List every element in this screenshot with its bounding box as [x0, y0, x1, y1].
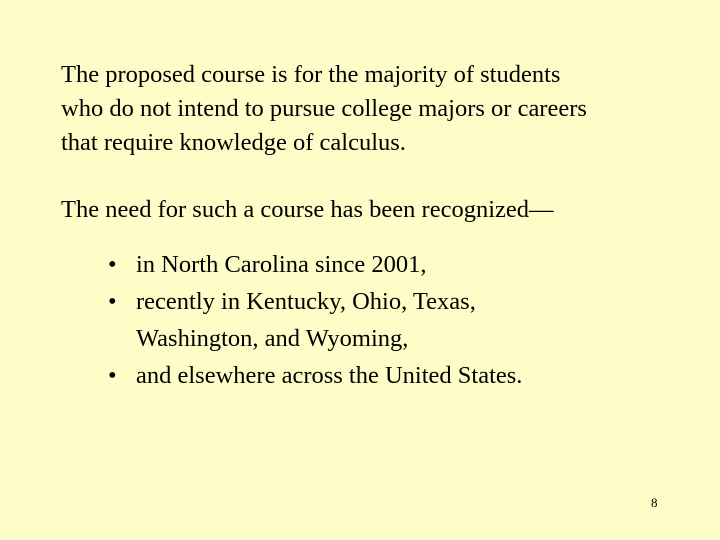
bullet-line: in North Carolina since 2001,	[136, 251, 427, 278]
page-number: 8	[651, 495, 658, 510]
bullet-text	[136, 246, 427, 283]
bullet-item	[108, 357, 522, 394]
need-statement: The need for such a course has been recognized—	[61, 196, 554, 223]
bullet-list	[108, 246, 522, 394]
bullet-line: recently in Kentucky, Ohio, Texas,	[136, 288, 476, 315]
bullet-icon: •	[108, 288, 117, 315]
intro-line: The proposed course is for the majority of students	[61, 61, 561, 88]
bullet-line: Washington, and Wyoming,	[136, 325, 409, 352]
intro-line: who do not intend to pursue college majors or careers	[61, 95, 587, 122]
intro-line: that require knowledge of calculus.	[61, 129, 406, 156]
intro-paragraph	[61, 58, 587, 160]
bullet-icon: •	[108, 251, 117, 278]
bullet-item	[108, 283, 522, 357]
bullet-text	[136, 357, 522, 394]
bullet-text	[136, 283, 476, 357]
bullet-icon: •	[108, 362, 117, 389]
bullet-line: and elsewhere across the United States.	[136, 362, 523, 389]
bullet-item	[108, 246, 522, 283]
